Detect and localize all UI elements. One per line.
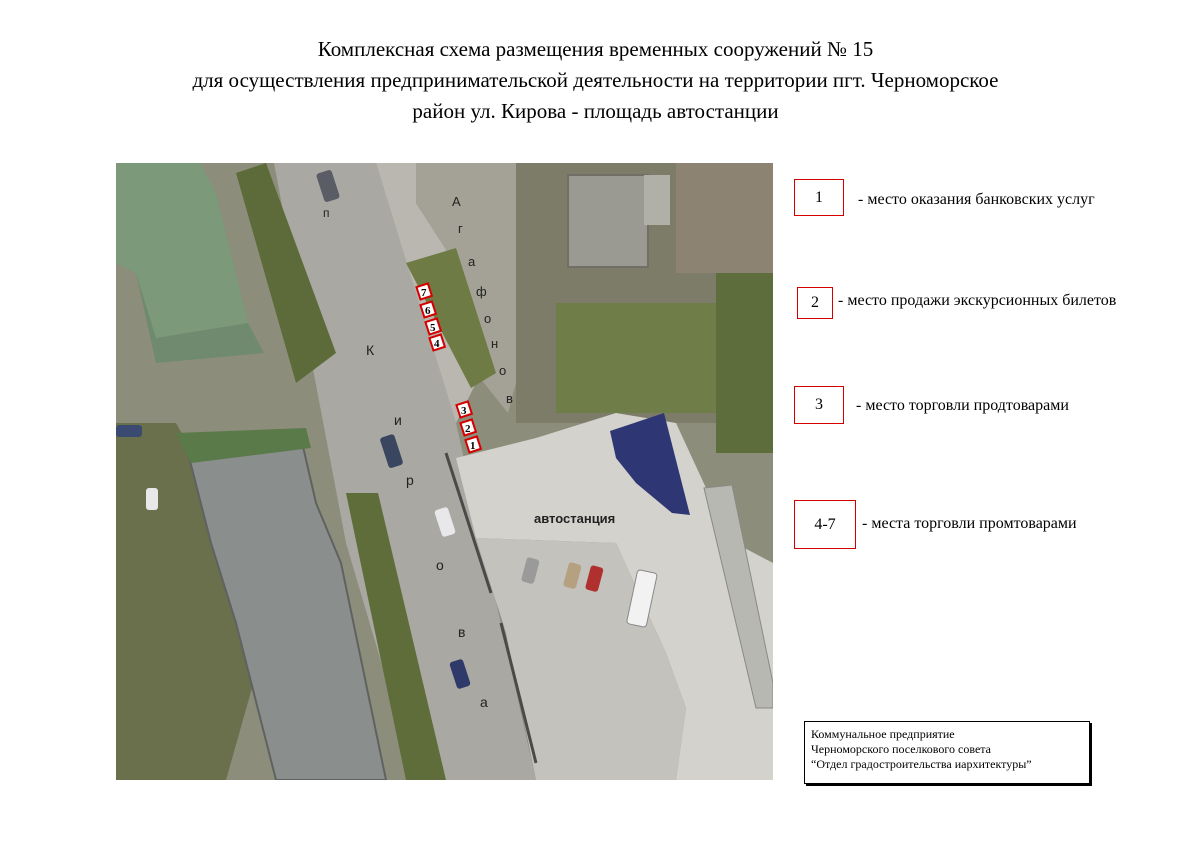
title-line-1: Комплексная схема размещения временных сооружений № 15	[317, 37, 874, 61]
legend-key-2: 2	[797, 287, 833, 319]
kiosk-marker[interactable]	[465, 436, 480, 452]
legend-description-2: - место продажи экскурсионных билетов	[838, 292, 1117, 309]
street-kirova-letter: в	[458, 624, 466, 640]
stamp-line-1: Коммунальное предприятие	[811, 727, 955, 741]
kiosk-number: 2	[465, 423, 471, 435]
car	[146, 488, 158, 510]
street-kirova-letter: и	[394, 412, 402, 428]
kiosk-number: 1	[470, 440, 476, 452]
street-agafonova-letter: А	[452, 194, 461, 209]
street-kirova-letter: п	[323, 206, 330, 220]
stamp-line-3: “Отдел градостроительства иархитектуры”	[811, 757, 1032, 771]
kiosk-number: 7	[421, 287, 427, 299]
kiosk-number: 5	[430, 322, 436, 334]
legend-description-1: - место оказания банковских услуг	[858, 191, 1095, 208]
kiosk-number: 4	[434, 338, 440, 350]
bus-station-label: автостанция	[534, 511, 616, 526]
title-line-3: район ул. Кирова - площадь автостанции	[412, 99, 779, 123]
legend-key-4-7: 4-7	[794, 500, 856, 549]
street-agafonova-letter: о	[499, 363, 507, 378]
garden-plot	[676, 163, 773, 273]
grass-right	[716, 273, 773, 453]
street-kirova-letter: о	[436, 557, 444, 573]
street-agafonova-letter: а	[468, 254, 476, 269]
stamp-line-2: Черноморского поселкового совета	[811, 742, 991, 756]
street-kirova-letter: К	[366, 342, 375, 358]
legend-description-3: - место торговли продтоварами	[856, 397, 1069, 414]
street-agafonova-letter: н	[491, 336, 499, 351]
car	[116, 425, 142, 437]
kiosk-marker[interactable]	[429, 334, 444, 350]
aerial-map	[116, 163, 773, 780]
title-line-2: для осуществления предпринимательской деятельности на территории пгт. Черноморское	[192, 68, 999, 92]
kiosk-number: 3	[461, 405, 467, 417]
street-agafonova-letter: о	[484, 311, 492, 326]
kiosk-marker[interactable]	[460, 419, 475, 435]
document-title	[0, 34, 1191, 127]
street-agafonova-letter: г	[458, 221, 463, 236]
legend-description-4-7: - места торговли промтоварами	[862, 515, 1077, 532]
organization-stamp	[804, 721, 1090, 784]
kiosk-marker[interactable]	[425, 318, 440, 334]
kiosk-number: 6	[425, 305, 431, 317]
kiosk-marker[interactable]	[420, 301, 435, 317]
street-kirova-letter: р	[406, 472, 414, 488]
street-agafonova-letter: ф	[476, 284, 487, 299]
house-roof	[568, 175, 648, 267]
aerial-map-svg	[116, 163, 773, 780]
legend-key-3: 3	[794, 386, 844, 424]
grass-yard	[556, 303, 736, 413]
house-annex	[644, 175, 670, 225]
street-agafonova-letter: в	[506, 391, 513, 406]
kiosk-marker[interactable]	[416, 283, 431, 299]
legend-key-1: 1	[794, 179, 844, 216]
street-kirova-letter: а	[480, 694, 488, 710]
kiosk-marker[interactable]	[456, 401, 471, 417]
